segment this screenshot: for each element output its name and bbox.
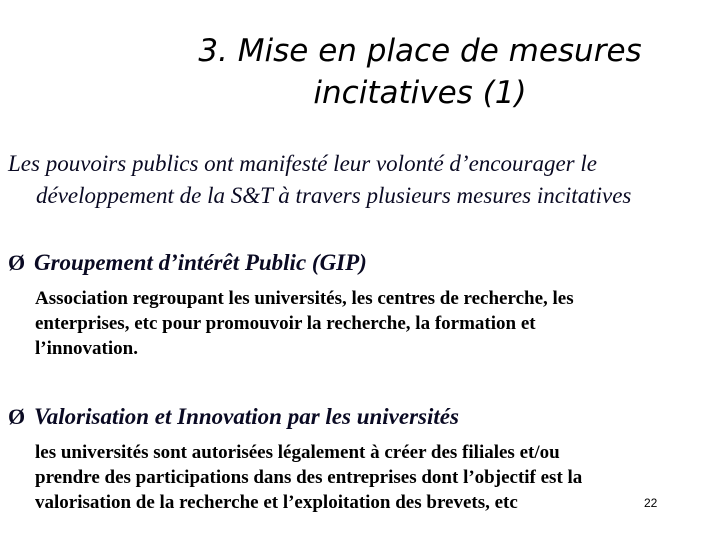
body-line: Association regroupant les universités, les centres de recherche, les: [35, 288, 574, 309]
body-line: enterprises, etc pour promouvoir la recherche, la formation et: [35, 313, 536, 334]
section-heading-gip: [8, 248, 708, 278]
section-heading-text: Valorisation et Innovation par les universités: [34, 404, 459, 429]
page-number: 22: [644, 496, 658, 510]
section-body-gip: [35, 286, 705, 361]
section-body-valorisation: [35, 440, 705, 515]
body-line: prendre des participations dans des entreprises dont l’objectif est la: [35, 467, 583, 488]
intro-line: développement de la S&T à travers plusieurs mesures incitatives: [36, 183, 632, 208]
intro-line: Les pouvoirs publics ont manifesté leur volonté d’encourager le: [8, 151, 597, 176]
bullet-arrow-icon: Ø: [8, 250, 26, 275]
title-line: 3. Mise en place de mesures: [198, 33, 642, 69]
section-heading-valorisation: [8, 402, 708, 432]
section-heading-text: Groupement d’intérêt Public (GIP): [34, 250, 367, 275]
intro-paragraph: [8, 148, 708, 212]
title-line: incitatives (1): [313, 75, 527, 111]
bullet-arrow-icon: Ø: [8, 404, 26, 429]
body-line: valorisation de la recherche et l’exploitation des brevets, etc: [35, 492, 518, 513]
body-line: les universités sont autorisées légalement à créer des filiales et/ou: [35, 442, 560, 463]
slide-title: [140, 30, 700, 114]
body-line: l’innovation.: [35, 338, 138, 359]
